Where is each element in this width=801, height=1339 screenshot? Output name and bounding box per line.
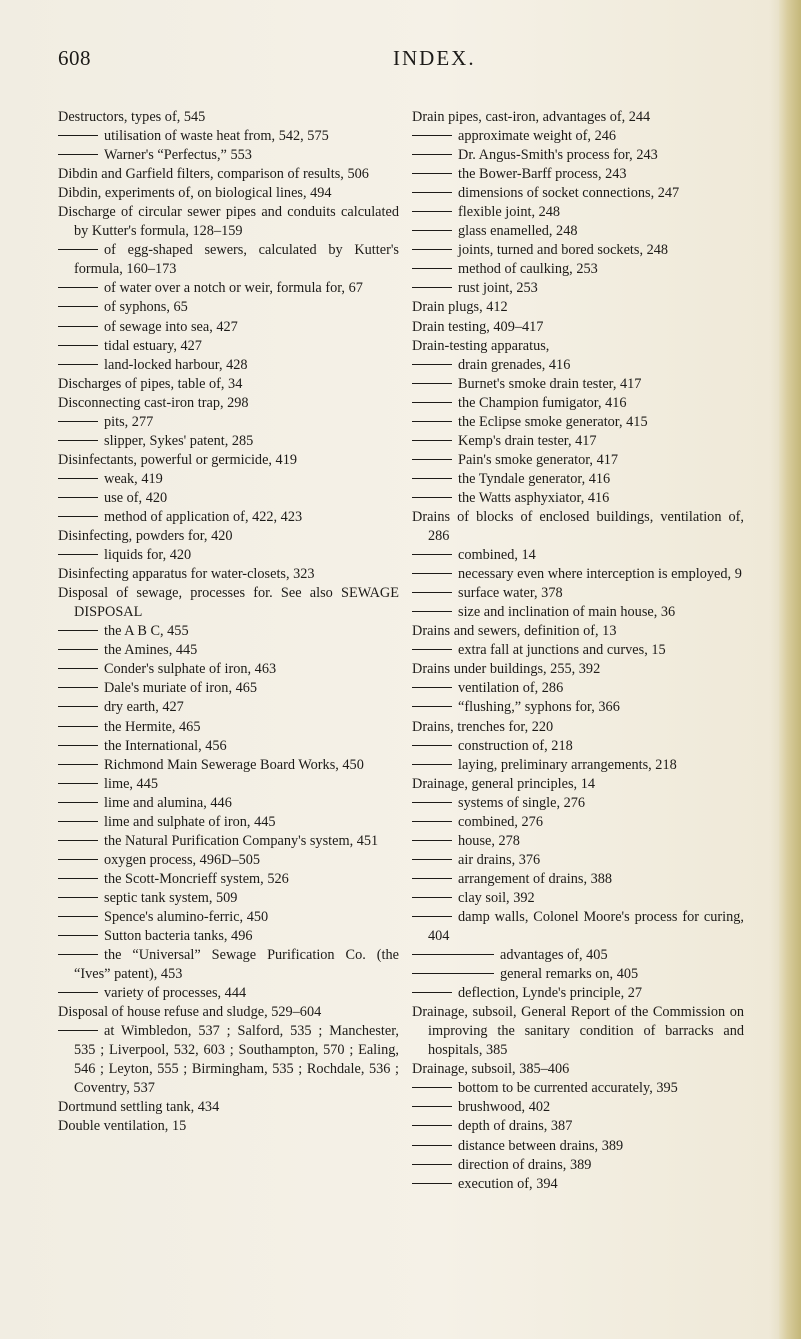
entry-text: drain grenades, 416 xyxy=(458,356,571,373)
ditto-dash xyxy=(58,440,98,441)
index-entry xyxy=(58,1117,399,1136)
entry-text: Burnet's smoke drain tester, 417 xyxy=(458,375,642,392)
index-subentry xyxy=(412,127,744,146)
index-subentry xyxy=(58,356,399,375)
entry-text: of syphons, 65 xyxy=(104,299,188,316)
index-subentry xyxy=(412,832,744,851)
entry-text: slipper, Sykes' patent, 285 xyxy=(104,432,254,449)
index-subentry xyxy=(412,394,744,413)
ditto-dash xyxy=(58,287,98,288)
ditto-dash xyxy=(58,840,98,841)
running-head: INDEX. xyxy=(393,46,476,70)
entry-text: Double ventilation, 15 xyxy=(58,1118,187,1135)
index-subentry xyxy=(58,756,399,775)
entry-text: Disinfectants, powerful or germicide, 419 xyxy=(58,451,298,468)
ditto-dash xyxy=(58,764,98,765)
ditto-dash xyxy=(58,497,98,498)
index-subentry xyxy=(58,832,399,851)
ditto-dash xyxy=(58,745,98,746)
entry-text: general remarks on, 405 xyxy=(500,966,639,983)
entry-text: Conder's sulphate of iron, 463 xyxy=(104,661,277,678)
index-subentry xyxy=(58,679,399,698)
entry-text: glass enamelled, 248 xyxy=(458,223,578,240)
ditto-dash xyxy=(58,706,98,707)
entry-text: extra fall at junctions and curves, 15 xyxy=(458,642,666,659)
entry-text: method of caulking, 253 xyxy=(458,261,598,278)
index-entry xyxy=(412,775,744,794)
ditto-dash xyxy=(412,421,452,422)
entry-text: Spence's alumino-ferric, 450 xyxy=(104,908,269,925)
ditto-dash xyxy=(58,554,98,555)
ditto-dash xyxy=(412,364,452,365)
entry-text: lime and alumina, 446 xyxy=(104,794,232,811)
ditto-dash xyxy=(412,497,452,498)
entry-text: “flushing,” syphons for, 366 xyxy=(458,699,620,716)
ditto-dash xyxy=(58,897,98,898)
entry-text: Drainage, subsoil, General Report of the Commission on improving the sanitary condition of barracks and hospitals, 385 xyxy=(412,1004,744,1059)
index-subentry xyxy=(412,546,744,565)
index-subentry xyxy=(412,756,744,775)
ditto-dash xyxy=(412,973,494,974)
index-subentry xyxy=(58,794,399,813)
entry-text: weak, 419 xyxy=(104,470,163,487)
entry-text: Sutton bacteria tanks, 496 xyxy=(104,928,253,945)
ditto-dash xyxy=(412,383,452,384)
entry-text: approximate weight of, 246 xyxy=(458,128,617,145)
index-entry xyxy=(412,318,744,337)
ditto-dash xyxy=(412,878,452,879)
ditto-dash xyxy=(412,706,452,707)
index-subentry xyxy=(412,851,744,870)
entry-text: Disinfecting, powders for, 420 xyxy=(58,528,233,545)
index-subentry xyxy=(58,279,399,298)
index-subentry xyxy=(412,146,744,165)
entry-text: tidal estuary, 427 xyxy=(104,337,202,354)
entry-text: Drain testing, 409–417 xyxy=(412,318,544,335)
index-subentry xyxy=(412,1098,744,1117)
index-subentry xyxy=(412,870,744,889)
entry-text: clay soil, 392 xyxy=(458,889,535,906)
ditto-dash xyxy=(412,1087,452,1088)
index-entry xyxy=(58,1098,399,1117)
entry-text: liquids for, 420 xyxy=(104,547,192,564)
entry-text: of egg-shaped sewers, calculated by Kutter's formula, 160–173 xyxy=(74,242,399,278)
ditto-dash xyxy=(412,230,452,231)
entry-text: Disconnecting cast-iron trap, 298 xyxy=(58,394,249,411)
entry-text: ventilation of, 286 xyxy=(458,680,564,697)
ditto-dash xyxy=(58,306,98,307)
ditto-dash xyxy=(58,992,98,993)
index-entry xyxy=(412,660,744,679)
ditto-dash xyxy=(58,878,98,879)
index-subentry xyxy=(58,432,399,451)
entry-text: the Hermite, 465 xyxy=(104,718,201,735)
entry-text: Drains under buildings, 255, 392 xyxy=(412,661,601,678)
index-entry xyxy=(412,108,744,127)
index-subentry xyxy=(412,679,744,698)
index-entry xyxy=(58,203,399,241)
ditto-dash xyxy=(58,421,98,422)
entry-text: flexible joint, 248 xyxy=(458,204,561,221)
entry-text: Dale's muriate of iron, 465 xyxy=(104,680,258,697)
entry-text: air drains, 376 xyxy=(458,851,541,868)
index-subentry xyxy=(412,1079,744,1098)
index-entry xyxy=(58,394,399,413)
entry-text: Drain plugs, 412 xyxy=(412,299,508,316)
index-entry xyxy=(412,508,744,546)
page-number: 608 xyxy=(58,46,91,70)
ditto-dash xyxy=(58,630,98,631)
index-subentry xyxy=(412,603,744,622)
index-subentry xyxy=(412,1137,744,1156)
entry-text: Dibdin and Garfield filters, comparison of results, 506 xyxy=(58,166,369,183)
ditto-dash xyxy=(412,573,452,574)
ditto-dash xyxy=(58,516,98,517)
ditto-dash xyxy=(412,154,452,155)
entry-text: systems of single, 276 xyxy=(458,794,586,811)
entry-text: at Wimbledon, 537 ; Salford, 535 ; Manchester, 535 ; Liverpool, 532, 603 ; Southampton, 570 ; Ealing, 546 ; Leyton, 555 ; Birmingham, 535 ; Rochdale, 536 ; Coventry, 537 xyxy=(74,1023,399,1097)
ditto-dash xyxy=(58,954,98,955)
index-subentry xyxy=(412,1117,744,1136)
ditto-dash xyxy=(412,745,452,746)
entry-text: house, 278 xyxy=(458,832,520,849)
index-subentry xyxy=(412,279,744,298)
index-subentry xyxy=(412,965,744,984)
entry-text: the Champion fumigator, 416 xyxy=(458,394,627,411)
entry-text: the Bower-Barff process, 243 xyxy=(458,166,627,183)
entry-text: combined, 276 xyxy=(458,813,543,830)
entry-text: the Watts asphyxiator, 416 xyxy=(458,489,610,506)
entry-text: the International, 456 xyxy=(104,737,227,754)
entry-text: advantages of, 405 xyxy=(500,947,608,964)
index-entry xyxy=(58,527,399,546)
entry-text: the Tyndale generator, 416 xyxy=(458,470,611,487)
entry-text: construction of, 218 xyxy=(458,737,573,754)
entry-text: Dortmund settling tank, 434 xyxy=(58,1099,220,1116)
index-subentry xyxy=(58,851,399,870)
entry-text: the Eclipse smoke generator, 415 xyxy=(458,413,648,430)
index-subentry xyxy=(412,794,744,813)
ditto-dash xyxy=(58,916,98,917)
ditto-dash xyxy=(412,1125,452,1126)
index-subentry xyxy=(412,470,744,489)
entry-text: rust joint, 253 xyxy=(458,280,538,297)
entry-text: depth of drains, 387 xyxy=(458,1118,573,1135)
index-subentry xyxy=(58,870,399,889)
index-subentry xyxy=(58,298,399,317)
index-subentry xyxy=(58,641,399,660)
ditto-dash xyxy=(412,192,452,193)
ditto-dash xyxy=(58,326,98,327)
entry-text: Dr. Angus-Smith's process for, 243 xyxy=(458,147,658,164)
index-subentry xyxy=(412,451,744,470)
entry-text: Pain's smoke generator, 417 xyxy=(458,451,619,468)
entry-text: lime, 445 xyxy=(104,775,159,792)
ditto-dash xyxy=(58,135,98,136)
index-column-right xyxy=(412,108,744,1194)
entry-text: the Scott-Moncrieff system, 526 xyxy=(104,870,289,887)
entry-text: deflection, Lynde's principle, 27 xyxy=(458,985,643,1002)
entry-text: distance between drains, 389 xyxy=(458,1137,624,1154)
entry-text: Drainage, general principles, 14 xyxy=(412,775,596,792)
entry-text: dry earth, 427 xyxy=(104,699,184,716)
ditto-dash xyxy=(412,992,452,993)
index-subentry xyxy=(58,813,399,832)
ditto-dash xyxy=(412,916,452,917)
index-subentry xyxy=(412,584,744,603)
entry-text: Disposal of sewage, processes for. See also SEWAGE DISPOSAL xyxy=(58,585,399,621)
ditto-dash xyxy=(412,459,452,460)
entry-text: Dibdin, experiments of, on biological lines, 494 xyxy=(58,185,332,202)
index-subentry xyxy=(58,127,399,146)
ditto-dash xyxy=(58,649,98,650)
index-entry xyxy=(412,298,744,317)
index-subentry xyxy=(58,660,399,679)
ditto-dash xyxy=(58,726,98,727)
index-subentry xyxy=(412,908,744,946)
entry-text: size and inclination of main house, 36 xyxy=(458,604,676,621)
entry-text: Kemp's drain tester, 417 xyxy=(458,432,597,449)
ditto-dash xyxy=(412,840,452,841)
ditto-dash xyxy=(58,478,98,479)
ditto-dash xyxy=(412,135,452,136)
index-subentry xyxy=(58,508,399,527)
index-subentry xyxy=(412,889,744,908)
index-entry xyxy=(58,375,399,394)
index-subentry xyxy=(412,260,744,279)
index-subentry xyxy=(412,984,744,1003)
ditto-dash xyxy=(58,935,98,936)
ditto-dash xyxy=(412,478,452,479)
entry-text: the Natural Purification Company's system, 451 xyxy=(104,832,379,849)
entry-text: surface water, 378 xyxy=(458,585,563,602)
index-subentry xyxy=(58,908,399,927)
ditto-dash xyxy=(412,1164,452,1165)
entry-text: Warner's “Perfectus,” 553 xyxy=(104,147,252,164)
index-entry xyxy=(412,622,744,641)
ditto-dash xyxy=(58,859,98,860)
ditto-dash xyxy=(412,821,452,822)
entry-text: direction of drains, 389 xyxy=(458,1156,592,1173)
index-subentry xyxy=(58,413,399,432)
index-subentry xyxy=(58,622,399,641)
entry-text: Drain pipes, cast-iron, advantages of, 244 xyxy=(412,109,651,125)
entry-text: dimensions of socket connections, 247 xyxy=(458,185,680,202)
entry-text: execution of, 394 xyxy=(458,1175,558,1192)
index-subentry xyxy=(412,1156,744,1175)
entry-text: Drain-testing apparatus, xyxy=(412,337,550,354)
index-subentry xyxy=(412,203,744,222)
entry-text: the Amines, 445 xyxy=(104,642,198,659)
index-subentry xyxy=(58,337,399,356)
ditto-dash xyxy=(58,249,98,250)
index-subentry xyxy=(58,775,399,794)
entry-text: Destructors, types of, 545 xyxy=(58,109,206,125)
ditto-dash xyxy=(412,1106,452,1107)
ditto-dash xyxy=(58,1030,98,1031)
index-entry xyxy=(58,584,399,622)
entry-text: Drains of blocks of enclosed buildings, ventilation of, 286 xyxy=(412,508,744,545)
index-subentry xyxy=(58,984,399,1003)
index-subentry xyxy=(412,641,744,660)
entry-text: necessary even where interception is employed, 9 xyxy=(458,566,742,583)
index-entry xyxy=(412,1060,744,1079)
ditto-dash xyxy=(58,783,98,784)
ditto-dash xyxy=(412,173,452,174)
ditto-dash xyxy=(58,345,98,346)
ditto-dash xyxy=(412,268,452,269)
ditto-dash xyxy=(58,668,98,669)
ditto-dash xyxy=(412,954,494,955)
entry-text: arrangement of drains, 388 xyxy=(458,870,613,887)
entry-text: the A B C, 455 xyxy=(104,623,189,640)
index-entry xyxy=(58,1003,399,1022)
entry-text: pits, 277 xyxy=(104,413,154,430)
index-subentry xyxy=(58,489,399,508)
ditto-dash xyxy=(58,154,98,155)
entry-text: oxygen process, 496D–505 xyxy=(104,851,261,868)
index-entry xyxy=(412,718,744,737)
index-subentry xyxy=(58,698,399,717)
index-subentry xyxy=(412,432,744,451)
index-subentry xyxy=(412,184,744,203)
index-entry xyxy=(58,165,399,184)
index-entry xyxy=(412,1003,744,1060)
index-entry xyxy=(58,184,399,203)
entry-text: Richmond Main Sewerage Board Works, 450 xyxy=(104,756,364,773)
index-subentry xyxy=(58,1022,399,1098)
ditto-dash xyxy=(412,687,452,688)
index-subentry xyxy=(412,813,744,832)
ditto-dash xyxy=(412,402,452,403)
entry-text: Discharges of pipes, table of, 34 xyxy=(58,375,243,392)
entry-text: land-locked harbour, 428 xyxy=(104,356,248,373)
ditto-dash xyxy=(412,764,452,765)
index-subentry xyxy=(412,946,744,965)
entry-text: bottom to be currented accurately, 395 xyxy=(458,1080,678,1097)
ditto-dash xyxy=(412,802,452,803)
entry-text: of water over a notch or weir, formula for, 67 xyxy=(104,280,363,297)
entry-text: Drains and sewers, definition of, 13 xyxy=(412,623,617,640)
entry-text: use of, 420 xyxy=(104,489,168,506)
index-subentry xyxy=(412,241,744,260)
index-subentry xyxy=(58,946,399,984)
index-entry xyxy=(58,451,399,470)
index-subentry xyxy=(412,165,744,184)
entry-text: Discharge of circular sewer pipes and conduits calculated by Kutter's formula, 128–159 xyxy=(58,204,399,240)
index-subentry xyxy=(412,356,744,375)
index-subentry xyxy=(412,698,744,717)
index-subentry xyxy=(412,489,744,508)
index-subentry xyxy=(412,1175,744,1194)
index-subentry xyxy=(58,718,399,737)
index-subentry xyxy=(412,413,744,432)
index-subentry xyxy=(58,737,399,756)
index-subentry xyxy=(58,889,399,908)
ditto-dash xyxy=(58,802,98,803)
index-subentry xyxy=(412,565,744,584)
entry-text: variety of processes, 444 xyxy=(104,985,247,1002)
ditto-dash xyxy=(412,211,452,212)
index-subentry xyxy=(58,546,399,565)
entry-text: method of application of, 422, 423 xyxy=(104,508,303,525)
ditto-dash xyxy=(412,440,452,441)
page-header xyxy=(58,46,758,86)
index-subentry xyxy=(412,222,744,241)
ditto-dash xyxy=(412,249,452,250)
entry-text: the “Universal” Sewage Purification Co. (the “Ives” patent), 453 xyxy=(74,947,399,983)
entry-text: laying, preliminary arrangements, 218 xyxy=(458,756,677,773)
index-subentry xyxy=(412,737,744,756)
index-subentry xyxy=(58,927,399,946)
ditto-dash xyxy=(412,649,452,650)
ditto-dash xyxy=(412,1145,452,1146)
ditto-dash xyxy=(412,897,452,898)
entry-text: brushwood, 402 xyxy=(458,1099,551,1116)
index-column-left xyxy=(58,108,399,1137)
ditto-dash xyxy=(412,1183,452,1184)
entry-text: Drainage, subsoil, 385–406 xyxy=(412,1061,570,1078)
page-edge xyxy=(779,0,801,1339)
index-subentry xyxy=(58,318,399,337)
entry-text: septic tank system, 509 xyxy=(104,889,238,906)
index-subentry xyxy=(58,146,399,165)
entry-text: Disinfecting apparatus for water-closets, 323 xyxy=(58,566,315,583)
ditto-dash xyxy=(412,611,452,612)
entry-text: combined, 14 xyxy=(458,547,536,564)
ditto-dash xyxy=(412,592,452,593)
ditto-dash xyxy=(58,821,98,822)
ditto-dash xyxy=(58,687,98,688)
entry-text: lime and sulphate of iron, 445 xyxy=(104,813,276,830)
entry-text: utilisation of waste heat from, 542, 575 xyxy=(104,128,329,145)
index-entry xyxy=(412,337,744,356)
ditto-dash xyxy=(58,364,98,365)
entry-text: Disposal of house refuse and sludge, 529–604 xyxy=(58,1004,322,1021)
ditto-dash xyxy=(412,859,452,860)
entry-text: of sewage into sea, 427 xyxy=(104,318,238,335)
index-entry xyxy=(58,565,399,584)
ditto-dash xyxy=(412,287,452,288)
index-subentry xyxy=(412,375,744,394)
index-subentry xyxy=(58,470,399,489)
index-entry xyxy=(58,108,399,127)
entry-text: damp walls, Colonel Moore's process for curing, 404 xyxy=(428,908,744,945)
ditto-dash xyxy=(412,554,452,555)
entry-text: Drains, trenches for, 220 xyxy=(412,718,554,735)
entry-text: joints, turned and bored sockets, 248 xyxy=(458,242,669,259)
index-subentry xyxy=(58,241,399,279)
